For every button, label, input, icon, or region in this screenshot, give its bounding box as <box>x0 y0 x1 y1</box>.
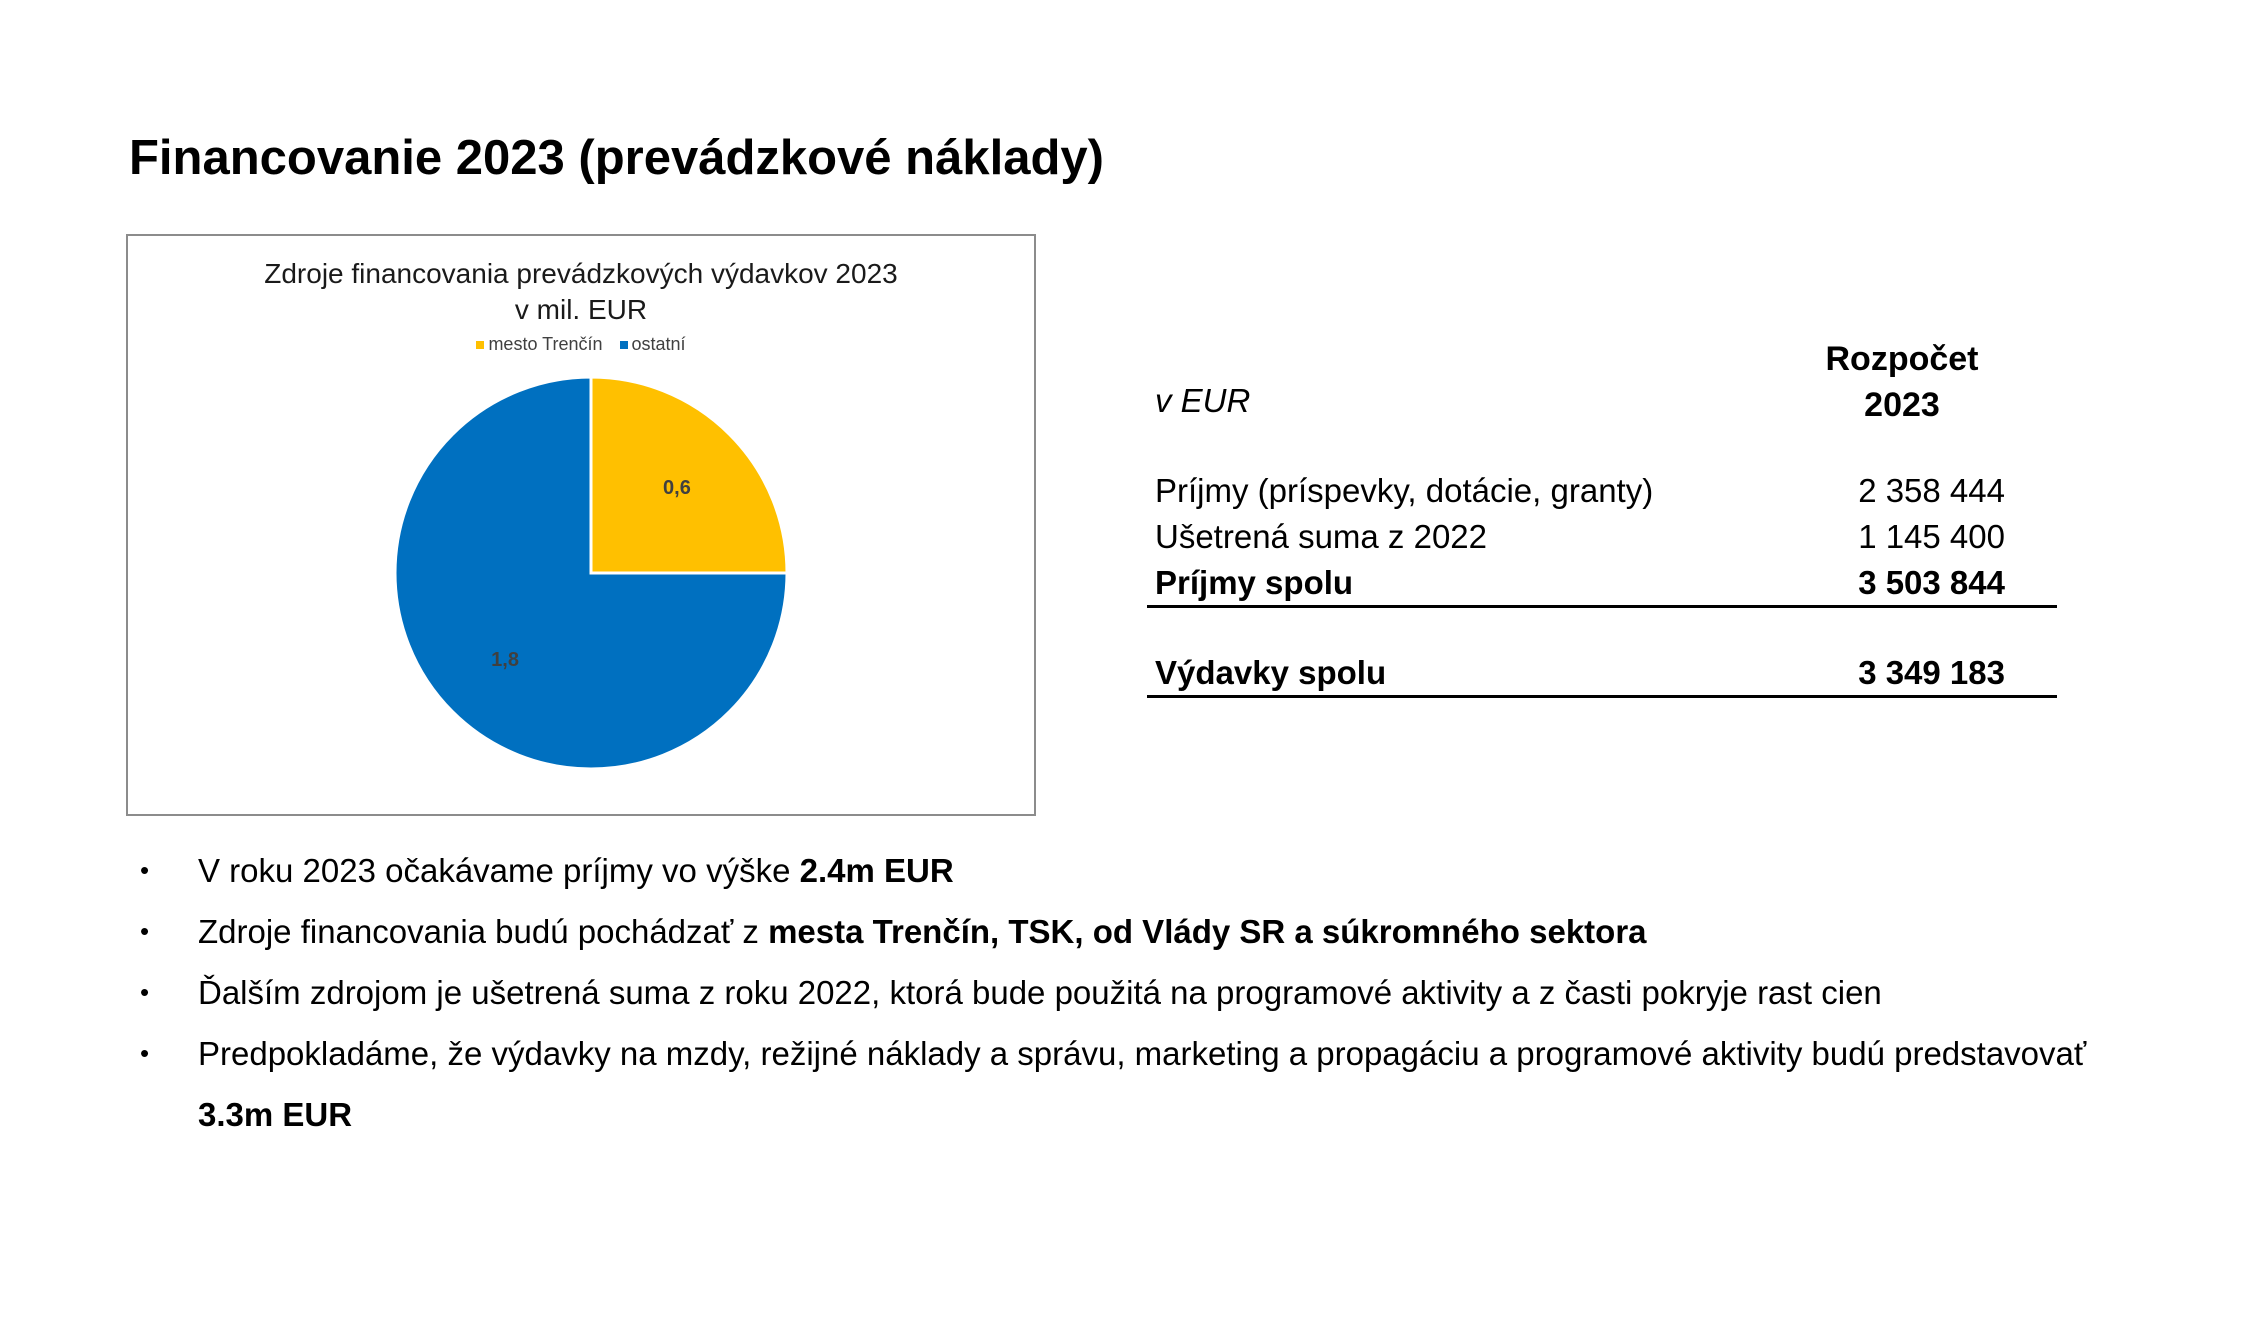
bullet-list <box>140 840 2140 1145</box>
bullet-marker: • <box>140 1038 150 1068</box>
column-header-rozpocet <box>1797 336 2007 428</box>
table-divider-prijmy-spolu <box>1147 605 2057 608</box>
bullet-marker: • <box>140 977 150 1007</box>
bullet-emphasis: 3.3m EUR <box>198 1096 353 1133</box>
table-row-prijmy-spolu <box>1155 560 2005 606</box>
bullet-marker: • <box>140 916 150 946</box>
bullet-item <box>140 901 2140 962</box>
bullet-marker: • <box>140 855 150 885</box>
pie-chart <box>126 234 1036 816</box>
row-value: 3 503 844 <box>1858 564 2005 601</box>
bullet-item <box>140 1023 2140 1145</box>
chart-title-line2: v mil. EUR <box>514 294 648 325</box>
row-label: Príjmy (príspevky, dotácie, granty) <box>1155 472 1654 509</box>
table-divider-vydavky-spolu <box>1147 695 2057 698</box>
legend-label-mesto-trencin: mesto Trenčín <box>488 334 603 354</box>
unit-label: v EUR <box>1155 382 1251 419</box>
bullet-emphasis: 2.4m EUR <box>799 852 954 889</box>
row-value: 1 145 400 <box>1858 518 2005 555</box>
chart-title-line1: Zdroje financovania prevádzkových výdavkov 2023 <box>264 258 898 289</box>
row-label: Ušetrená suma z 2022 <box>1155 518 1488 555</box>
bullet-text: Predpokladáme, že výdavky na mzdy, režijné náklady a správu, marketing a propagáciu a programové aktivity budú predstavovať <box>198 1035 2087 1072</box>
bullet-text: Ďalším zdrojom je ušetrená suma z roku 2022, ktorá bude použitá na programové aktivity a z časti pokryje rast cien <box>198 974 1882 1011</box>
bullet-item <box>140 840 2140 901</box>
bullet-text: Zdroje financovania budú pochádzať z <box>198 913 769 950</box>
legend-label-ostatni: ostatní <box>631 334 686 354</box>
column-header-line2: 2023 <box>1864 386 1940 424</box>
page-title: Financovanie 2023 (prevádzkové náklady) <box>129 131 1104 185</box>
pie-data-label-0: 0,6 <box>663 477 691 500</box>
row-value: 3 349 183 <box>1858 654 2005 691</box>
budget-table <box>1147 330 2057 700</box>
table-row-prijmy <box>1155 468 2005 514</box>
column-header-line1: Rozpočet <box>1825 340 1979 378</box>
row-value: 2 358 444 <box>1858 472 2005 509</box>
row-label: Výdavky spolu <box>1155 654 1387 691</box>
bullet-text: V roku 2023 očakávame príjmy vo výške <box>198 852 800 889</box>
table-row-usetrena-suma <box>1155 514 2005 560</box>
pie-plot-area <box>128 236 1034 814</box>
table-row-vydavky-spolu <box>1155 650 2005 696</box>
pie-slice-0 <box>591 377 787 573</box>
bullet-emphasis: mesta Trenčín, TSK, od Vlády SR a súkromného sektora <box>768 913 1647 950</box>
bullet-item <box>140 962 2140 1023</box>
pie-data-label-1: 1,8 <box>491 648 519 671</box>
row-label: Príjmy spolu <box>1155 564 1354 601</box>
